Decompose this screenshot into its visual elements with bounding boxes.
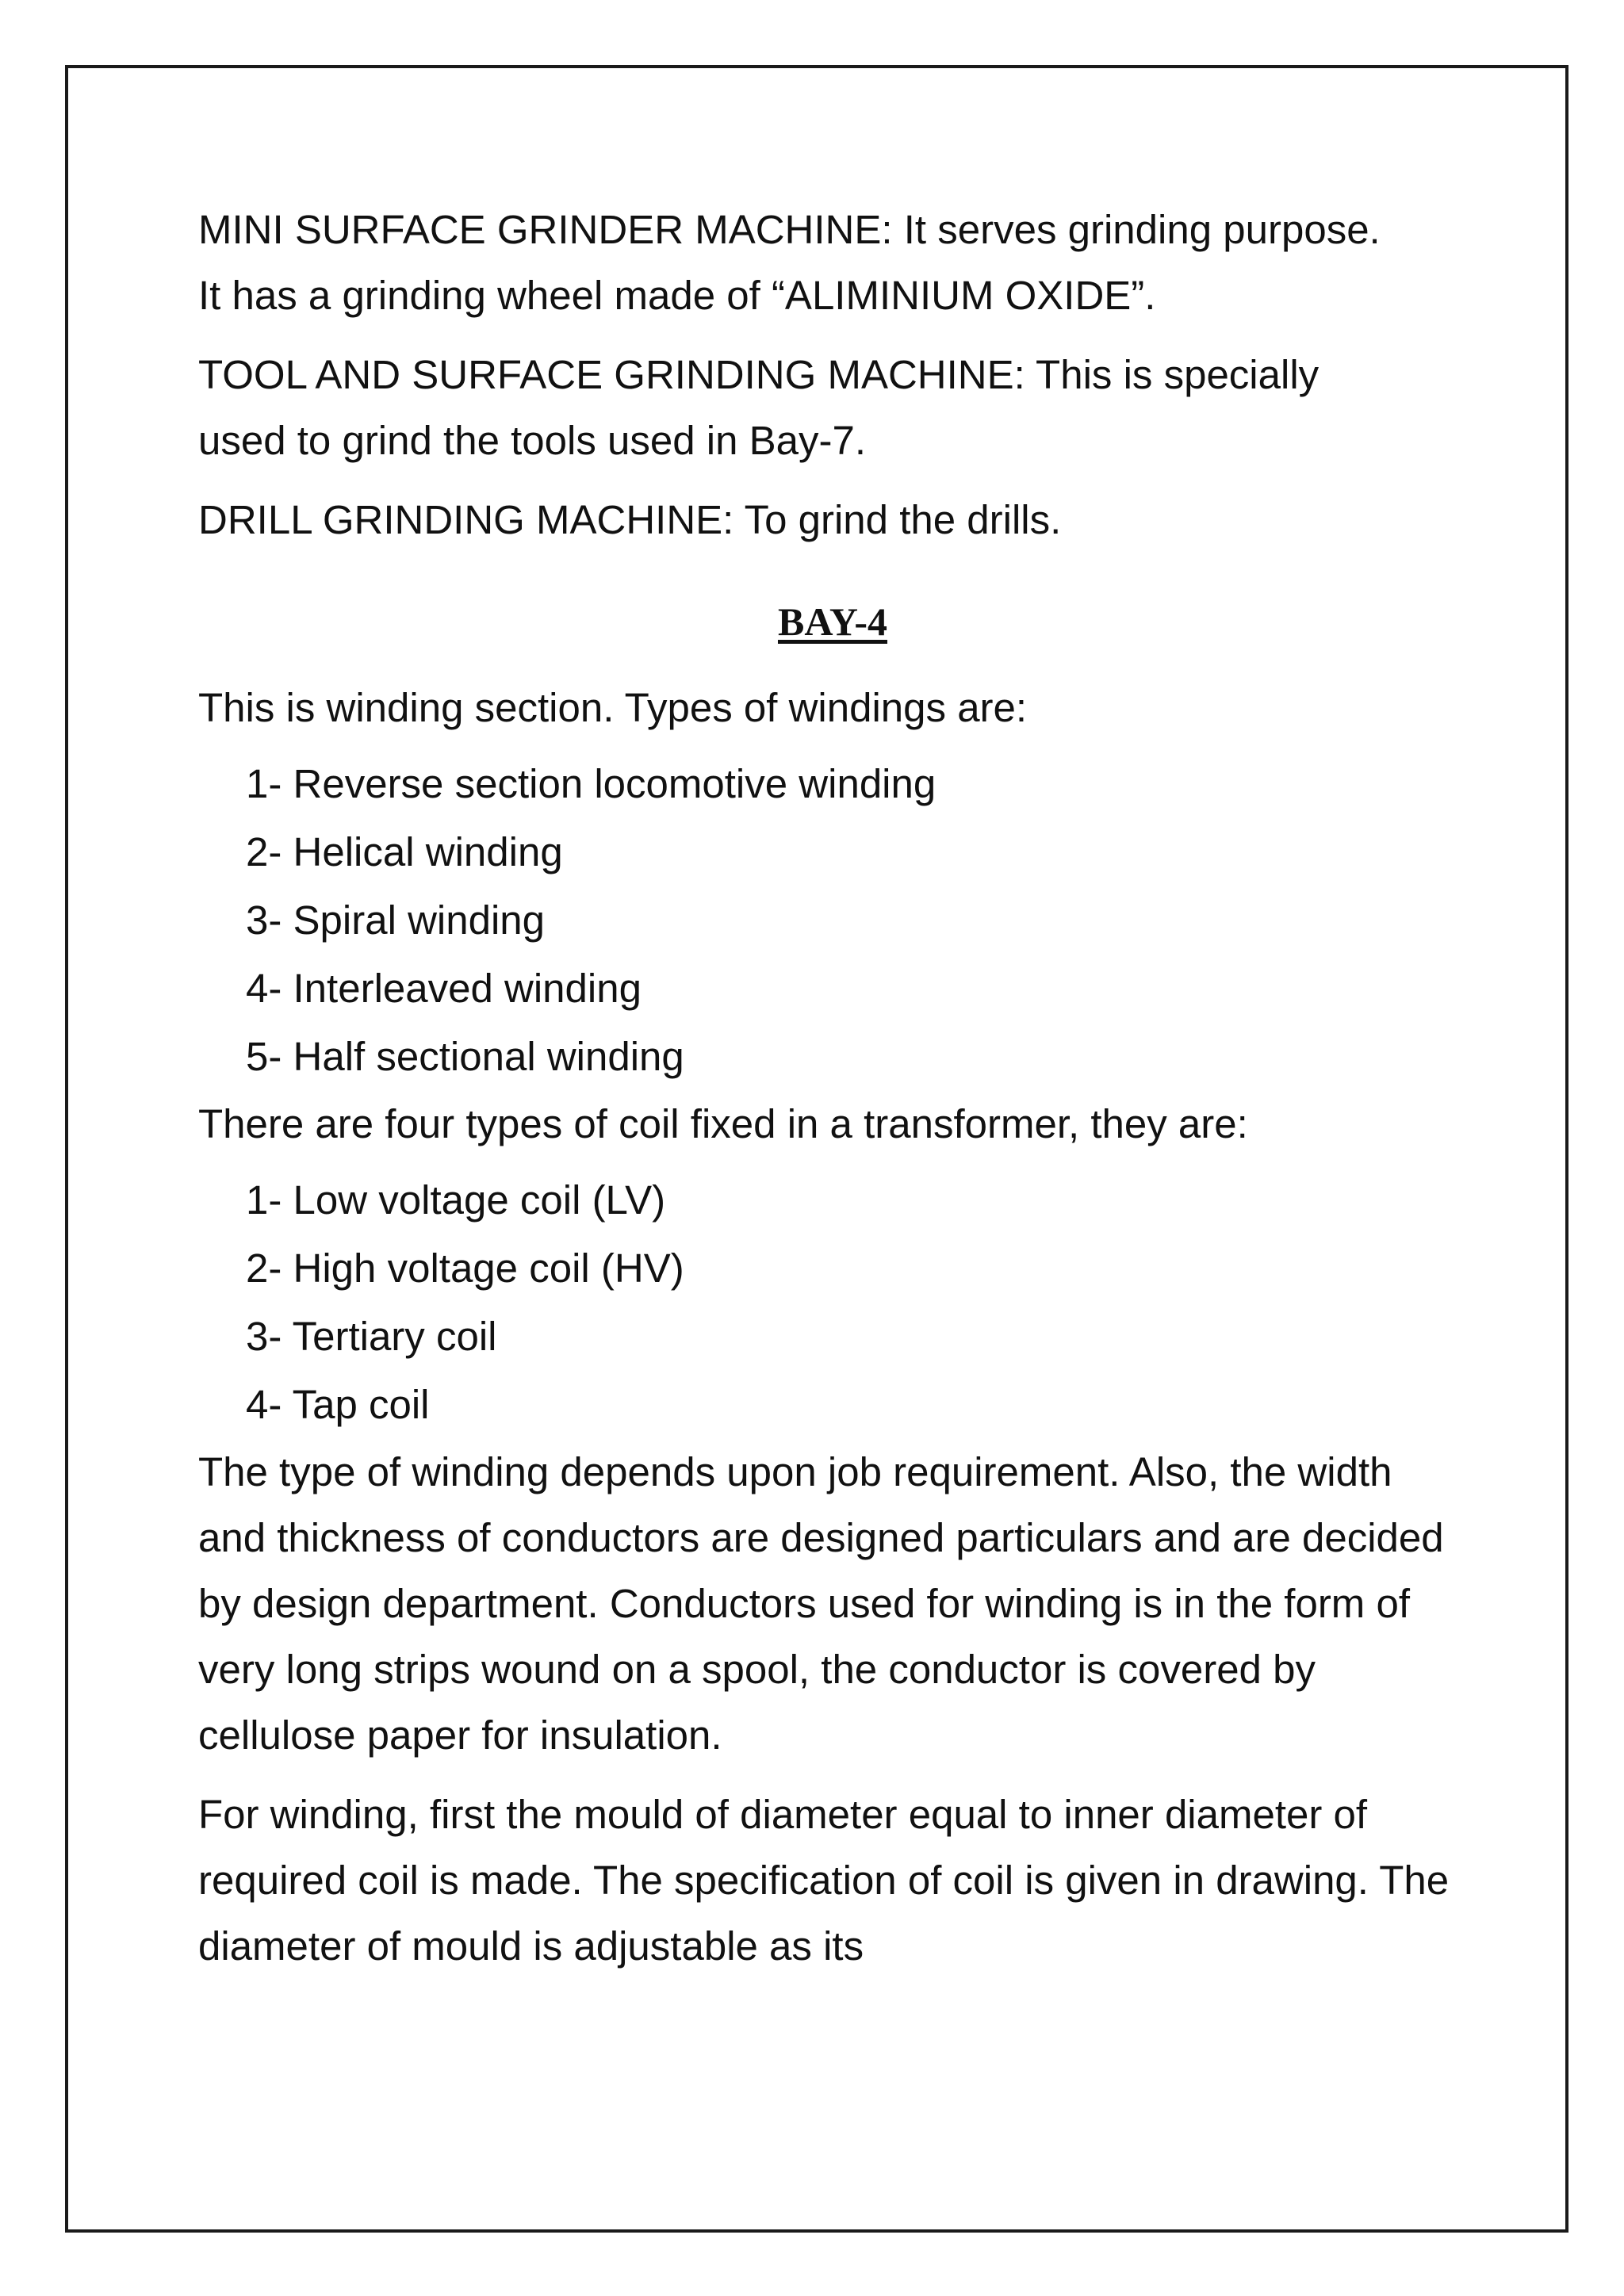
section-heading-bay-4: BAY-4 [777,599,888,644]
paragraph-winding-requirements: The type of winding depends upon job requirement. Also, the width and thickness of conductors are designed particulars and are decided by design department. Conductors used for winding is in the form of very long strips wound on a spool, the conductor is covered by cellulose paper for insulation. [198,1449,1444,1758]
paragraph-tool-surface-grinding: TOOL AND SURFACE GRINDING MACHINE: This is specially used to grind the tools used in Bay-7. [198,352,1320,463]
list-item: 1- Reverse section locomotive winding [246,761,936,806]
list-item: 4- Interleaved winding [246,966,642,1011]
list-item: 2- High voltage coil (HV) [246,1246,684,1291]
document-body [198,197,1467,1979]
winding-types-list [198,750,1467,1091]
list-item: 2- Helical winding [246,829,563,874]
coil-types-list [198,1166,1467,1439]
list-item: 1- Low voltage coil (LV) [246,1177,666,1223]
paragraph-mini-surface-grinder: MINI SURFACE GRINDER MACHINE: It serves grinding purpose. It has a grinding wheel made of “ALIMINIUM OXIDE”. [198,207,1381,318]
list-item: 3- Spiral winding [246,897,546,943]
paragraph-drill-grinding: DRILL GRINDING MACHINE: To grind the drills. [198,497,1062,542]
coil-intro: There are four types of coil fixed in a transformer, they are: [198,1101,1248,1146]
list-item: 5- Half sectional winding [246,1034,684,1079]
list-item: 4- Tap coil [246,1382,430,1427]
list-item: 3- Tertiary coil [246,1314,497,1359]
winding-intro: This is winding section. Types of windings are: [198,685,1028,730]
paragraph-mould-procedure: For winding, first the mould of diameter equal to inner diameter of required coil is made. The specification of coil is given in drawing. The diameter of mould is adjustable as its [198,1792,1450,1969]
